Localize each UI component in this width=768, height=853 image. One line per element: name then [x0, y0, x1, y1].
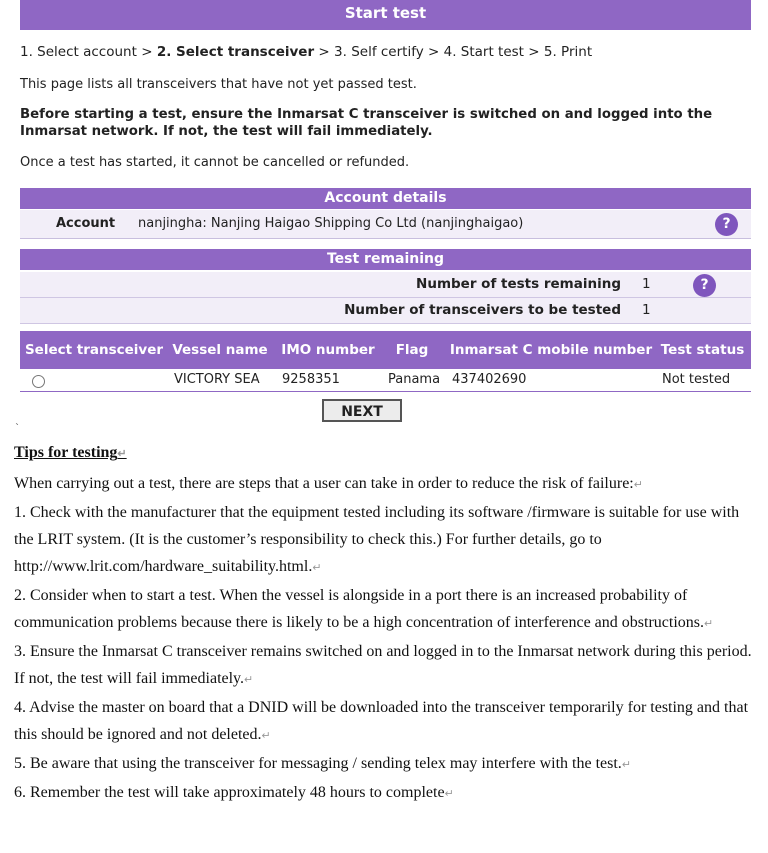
tip-item-4: 4. Advise the master on board that a DNID will be downloaded into the transceiver temporarily for testing and that this should be ignored and not deleted.↵ [14, 699, 749, 743]
page-title-bar [20, 0, 751, 30]
account-value: nanjingha: Nanjing Haigao Shipping Co Ltd (nanjinghaigao) [138, 216, 524, 231]
col-mobile: Inmarsat C mobile number [449, 341, 653, 358]
col-vessel: Vessel name [172, 341, 268, 358]
transceivers-to-test-row [20, 298, 751, 324]
wizard-separator: > [141, 44, 153, 60]
wizard-step-4: 4. Start test [443, 44, 524, 60]
tests-remaining-value: 1 [642, 276, 651, 292]
table-row [20, 369, 751, 392]
wizard-step-5: 5. Print [543, 44, 593, 60]
mobile-number: 437402690 [452, 372, 527, 387]
account-details-title: Account details [20, 188, 751, 209]
wizard-step-2-current: 2. Select transceiver [156, 44, 315, 60]
tips-heading: Tips for testing↵ [14, 444, 127, 461]
tips-intro: When carrying out a test, there are steps that a user can take in order to reduce the risk of failure:↵ [14, 475, 643, 492]
imo-number: 9258351 [282, 372, 340, 387]
wizard-breadcrumb [20, 44, 592, 60]
tip-item-6: 6. Remember the test will take approximately 48 hours to complete↵ [14, 784, 454, 801]
col-flag: Flag [395, 341, 429, 358]
warning-text: Before starting a test, ensure the Inmarsat C transceiver is switched on and logged into the Inmarsat network. If not, the test will fail immediately. [20, 107, 713, 139]
tip-item-5: 5. Be aware that using the transceiver for messaging / sending telex may interfere with the test.↵ [14, 755, 632, 772]
test-remaining-title: Test remaining [20, 249, 751, 270]
tip-item-2: 2. Consider when to start a test. When the vessel is alongside in a port there is an increased probability of communication problems because there is likely to be a high concentration of interference and obstructions.↵ [14, 587, 714, 631]
test-status: Not tested [662, 372, 731, 387]
wizard-separator: > [428, 44, 440, 60]
wizard-separator: > [528, 44, 540, 60]
account-help-icon[interactable]: ? [715, 213, 738, 236]
account-label: Account [56, 216, 116, 231]
no-cancel-text: Once a test has started, it cannot be cancelled or refunded. [20, 155, 410, 170]
intro-text: This page lists all transceivers that have not yet passed test. [20, 77, 417, 92]
col-status: Test status [660, 341, 745, 358]
transceiver-table-header [20, 331, 751, 369]
account-row [20, 210, 751, 239]
next-button[interactable]: NEXT [322, 399, 402, 422]
col-imo: IMO number [281, 341, 375, 358]
wizard-separator: > [318, 44, 330, 60]
col-select: Select transceiver [24, 341, 164, 358]
wizard-step-1[interactable]: 1. Select account [20, 44, 137, 60]
flag: Panama [388, 372, 441, 387]
select-transceiver-radio[interactable] [32, 375, 45, 388]
wizard-step-3: 3. Self certify [334, 44, 424, 60]
vessel-name: VICTORY SEA [174, 372, 260, 387]
tests-remaining-label: Number of tests remaining [416, 276, 621, 292]
page-title: Start test [344, 4, 427, 22]
tests-help-icon[interactable]: ? [693, 274, 716, 297]
tests-remaining-row [20, 272, 751, 298]
tip-item-3: 3. Ensure the Inmarsat C transceiver remains switched on and logged in to the Inmarsat network during this period. If not, the test will fail immediately.↵ [14, 643, 752, 687]
tip-item-1: 1. Check with the manufacturer that the equipment tested including its software /firmware is suitable for use with the LRIT system. (It is the customer’s responsibility to check this.) For further details, go to http://www.lrit.com/hardware_suitability.html.↵ [14, 504, 740, 575]
tips-body [14, 470, 754, 808]
transceivers-to-test-label: Number of transceivers to be tested [344, 302, 621, 318]
transceivers-to-test-value: 1 [642, 302, 651, 318]
stray-mark: ` [15, 423, 20, 434]
